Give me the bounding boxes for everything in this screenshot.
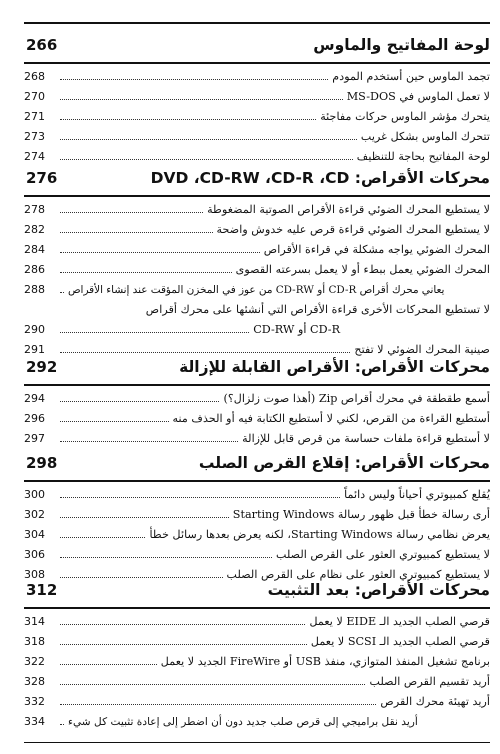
toc-entry bbox=[24, 67, 490, 87]
entry-page-number: 306 bbox=[24, 548, 45, 561]
entry-page-number: 273 bbox=[24, 130, 45, 143]
dot-leader bbox=[60, 704, 376, 705]
entry-page-number: 286 bbox=[24, 263, 45, 276]
toc-entry bbox=[24, 712, 490, 732]
entry-title: لا يستطيع كمبيوتري العثور على نظام على القرص الصلب bbox=[226, 568, 490, 581]
entry-page-number: 318 bbox=[24, 635, 45, 648]
dot-leader bbox=[60, 537, 145, 538]
section-title: محركات الأقراص: بعد التثبيت bbox=[267, 581, 490, 599]
toc-entry bbox=[24, 672, 490, 692]
entry-page-number: 284 bbox=[24, 243, 45, 256]
entry-title: أرى رسالة خطأ قبل ظهور رسالة Starting Windows bbox=[232, 508, 490, 521]
entry-title: المحرك الضوئي يعمل ببطء أو لا يعمل بسرعته القصوى bbox=[235, 263, 490, 276]
dot-leader bbox=[60, 99, 343, 100]
entry-title: قرصي الصلب الجديد الـ SCSI لا يعمل bbox=[310, 635, 490, 648]
entry-title: لا تستطيع المحركات الأخرى قراءة الأقراص التي أنشئها على محرك أقراص bbox=[145, 303, 490, 316]
dot-leader bbox=[60, 624, 305, 625]
entry-title: أريد تهيئة محرك القرص bbox=[380, 695, 490, 708]
entry-page-number: 270 bbox=[24, 90, 45, 103]
section-page-number: 298 bbox=[26, 454, 58, 472]
dot-leader bbox=[60, 212, 203, 213]
section-rule bbox=[24, 195, 490, 197]
section-page-number: 312 bbox=[26, 581, 58, 599]
entry-page-number: 271 bbox=[24, 110, 45, 123]
entry-page-number: 304 bbox=[24, 528, 45, 541]
entry-page-number: 302 bbox=[24, 508, 45, 521]
section-title: لوحة المفاتيح والماوس bbox=[313, 36, 490, 54]
section-title: محركات الأقراص: DVD ،CD-RW ،CD-R ،CD bbox=[150, 169, 490, 187]
toc-entry bbox=[24, 652, 490, 672]
toc-entry bbox=[24, 525, 490, 545]
toc-entry bbox=[24, 320, 490, 340]
dot-leader bbox=[60, 159, 353, 160]
toc-section-optical-drives bbox=[24, 163, 490, 360]
toc-entry bbox=[24, 545, 490, 565]
dot-leader bbox=[60, 252, 260, 253]
section-heading bbox=[24, 352, 490, 382]
toc-entry bbox=[24, 87, 490, 107]
toc-entry bbox=[24, 389, 490, 409]
section-rule bbox=[24, 480, 490, 482]
entry-title: لا أستطيع قراءة ملفات حساسة من قرص قابل للإزالة bbox=[242, 432, 490, 445]
entry-page-number: 274 bbox=[24, 150, 45, 163]
entry-page-number: 296 bbox=[24, 412, 45, 425]
dot-leader bbox=[60, 421, 169, 422]
dot-leader bbox=[60, 272, 232, 273]
entry-title: لا يستطيع المحرك الضوئي قراءة قرص عليه خدوش واضحة bbox=[216, 223, 490, 236]
dot-leader bbox=[60, 119, 316, 120]
bottom-rule bbox=[24, 742, 490, 743]
toc-entry bbox=[24, 107, 490, 127]
toc-entry bbox=[24, 260, 490, 280]
entry-title: CD-R أو CD-RW bbox=[253, 323, 340, 336]
toc-entry bbox=[24, 300, 490, 320]
dot-leader bbox=[60, 332, 249, 333]
entry-title: أريد نقل براميجي إلى قرص صلب جديد دون أن اضطر إلى إعادة تثبيت كل شيء bbox=[68, 715, 418, 728]
entry-title: يُقلع كمبيوتري أحياناً وليس دائماً bbox=[344, 488, 490, 501]
entry-title: لا يستطيع كمبيوتري العثور على القرص الصلب bbox=[275, 548, 490, 561]
dot-leader bbox=[60, 292, 64, 293]
section-rule bbox=[24, 384, 490, 386]
section-heading bbox=[24, 575, 490, 605]
entry-page-number: 322 bbox=[24, 655, 45, 668]
dot-leader bbox=[60, 441, 238, 442]
entry-title: أستطيع القراءة من القرص، لكني لا أستطيع الكتابة فيه أو الحذف منه bbox=[172, 412, 490, 425]
entry-title: أسمع طقطقة في محرك أقراص Zip (أهذا صوت زلزال؟) bbox=[223, 392, 490, 405]
toc-entry bbox=[24, 127, 490, 147]
entry-page-number: 268 bbox=[24, 70, 45, 83]
entry-title: لا يستطيع المحرك الضوئي قراءة الأقراص الصوتية المضغوطة bbox=[207, 203, 490, 216]
entry-title: قرصي الصلب الجديد الـ EIDE لا يعمل bbox=[309, 615, 490, 628]
toc-section-removable-drives bbox=[24, 352, 490, 449]
dot-leader bbox=[60, 79, 328, 80]
top-rule bbox=[24, 22, 490, 24]
toc-entry bbox=[24, 632, 490, 652]
entry-title: أريد تقسيم القرص الصلب bbox=[369, 675, 490, 688]
entry-page-number: 300 bbox=[24, 488, 45, 501]
section-heading bbox=[24, 30, 490, 60]
dot-leader bbox=[60, 664, 157, 665]
toc-section-after-install bbox=[24, 575, 490, 732]
section-title: محركات الأقراص: الأقراص القابلة للإزالة bbox=[179, 358, 490, 376]
dot-leader bbox=[60, 724, 64, 725]
entry-page-number: 294 bbox=[24, 392, 45, 405]
section-rule bbox=[24, 607, 490, 609]
toc-entry bbox=[24, 429, 490, 449]
entry-title: برنامج تشغيل المنفذ المتوازي، منفذ USB أو FireWire الجديد لا يعمل bbox=[160, 655, 490, 668]
toc-entry bbox=[24, 409, 490, 429]
section-heading bbox=[24, 163, 490, 193]
section-page-number: 276 bbox=[26, 169, 58, 187]
toc-entry bbox=[24, 505, 490, 525]
entry-page-number: 278 bbox=[24, 203, 45, 216]
entry-page-number: 282 bbox=[24, 223, 45, 236]
entry-page-number: 288 bbox=[24, 283, 45, 296]
section-page-number: 292 bbox=[26, 358, 58, 376]
dot-leader bbox=[60, 557, 272, 558]
entry-title: لوحة المفاتيح بحاجة للتنظيف bbox=[356, 150, 490, 163]
section-title: محركات الأقراص: إقلاع القرص الصلب bbox=[198, 454, 490, 472]
toc-entry bbox=[24, 220, 490, 240]
toc-entry bbox=[24, 692, 490, 712]
entry-page-number: 334 bbox=[24, 715, 45, 728]
toc-section-hard-disk-boot bbox=[24, 448, 490, 585]
toc-entry bbox=[24, 485, 490, 505]
toc-entry bbox=[24, 280, 490, 300]
section-rule bbox=[24, 62, 490, 64]
toc-entry bbox=[24, 240, 490, 260]
dot-leader bbox=[60, 644, 307, 645]
dot-leader bbox=[60, 684, 365, 685]
dot-leader bbox=[60, 497, 340, 498]
entry-page-number: 328 bbox=[24, 675, 45, 688]
toc-section-keyboard-mouse bbox=[24, 30, 490, 167]
toc-entry bbox=[24, 200, 490, 220]
entry-page-number: 308 bbox=[24, 568, 45, 581]
toc-entry bbox=[24, 612, 490, 632]
dot-leader bbox=[60, 401, 219, 402]
entry-title: صينية المحرك الضوئي لا تفتح bbox=[354, 343, 490, 356]
entry-title: تتحرك الماوس بشكل غريب bbox=[360, 130, 490, 143]
entry-title: يتحرك مؤشر الماوس حركات مفاجئة bbox=[320, 110, 490, 123]
section-heading bbox=[24, 448, 490, 478]
entry-title: لا تعمل الماوس في MS-DOS bbox=[346, 90, 490, 103]
entry-title: يعاني محرك أقراص CD-R أو CD-RW من عوز في المخزن المؤقت عند إنشاء الأقراص bbox=[68, 283, 445, 296]
dot-leader bbox=[60, 517, 229, 518]
entry-title: المحرك الضوئي يواجه مشكلة في قراءة الأقراص bbox=[263, 243, 490, 256]
entry-page-number: 297 bbox=[24, 432, 45, 445]
entry-page-number: 314 bbox=[24, 615, 45, 628]
entry-title: يعرض نظامي رسالة Starting Windows، لكنه يعرض بعدها رسائل خطأ bbox=[149, 528, 490, 541]
entry-page-number: 291 bbox=[24, 343, 45, 356]
dot-leader bbox=[60, 139, 357, 140]
entry-title: تجمد الماوس حين أستخدم المودم bbox=[332, 70, 490, 83]
entry-page-number: 290 bbox=[24, 323, 45, 336]
entry-page-number: 332 bbox=[24, 695, 45, 708]
dot-leader bbox=[60, 232, 213, 233]
section-page-number: 266 bbox=[26, 36, 58, 54]
